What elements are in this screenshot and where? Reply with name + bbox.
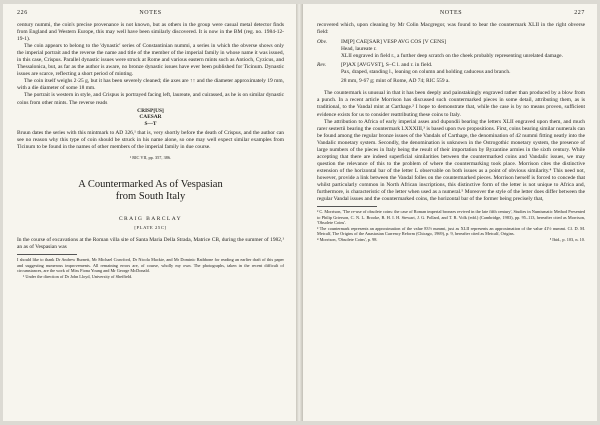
paragraph: The portrait is western in style, and Crispus is portrayed facing left, laureate, and cuirassed, as he is on similar dynastic coins from other mints. The reverse reads xyxy=(17,92,284,106)
legend-line: S—T xyxy=(144,120,157,127)
legend-line: CAESAR xyxy=(139,114,162,121)
paragraph: The coin itself weighs 2·25 g, but it has been severely cleaned; die axes are ↑↑ and the diameter approximately 19 mm, with a die diameter of some 18 mm. xyxy=(17,78,284,92)
footnote: ¹ Under the direction of Dr John Lloyd, University of Sheffield. xyxy=(23,273,133,279)
reverse-label: Rev. xyxy=(317,62,327,69)
book-gutter xyxy=(296,4,303,421)
obverse-label: Obv. xyxy=(317,39,328,46)
footnote-rule xyxy=(317,206,377,207)
obverse-description xyxy=(317,39,585,60)
footnote: ¹ RIC VII, pp. 357, 386. xyxy=(129,155,172,161)
right-page xyxy=(303,4,597,421)
obverse-body xyxy=(341,39,585,60)
legend-line: CRISP[US] xyxy=(137,107,164,114)
page-number: 227 xyxy=(574,10,585,16)
footnote: ³ The countermark represents an approximation of the value 83½ nummi, just as XLII represents an approximation of the value 41½ nummi. Cf. D. M. Metcalf, The Origins of the Anastasian Currency Reform (Chicago, 1969), p. 9, hereafter cited as Metcalf, Origins. xyxy=(317,225,585,237)
right-running-head xyxy=(317,10,585,19)
paragraph: century nummi, the coin's precise provenance is not known, but as others in the group were casual metal detector finds from England and Western Europe, this may well have been similarly discovered. It is now in the BM (reg. no. 1984-12-19-1). xyxy=(17,22,284,43)
reverse-body xyxy=(341,62,585,85)
reverse-legend: [P]AX [AVGVST], S–C l. and r. in field. xyxy=(341,62,433,69)
running-head-title: NOTES xyxy=(139,10,162,16)
footnote: ⁵ Ibid., p. 103, n. 10. xyxy=(549,236,585,242)
paragraph: recovered which, upon cleaning by Mr Colin Macgregor, was found to bear the countermark XLII in the right obverse field: xyxy=(317,22,585,36)
article-title xyxy=(17,179,284,204)
paragraph: The attribution to Africa of early imperial asses and dupondii bearing the letters XLII engraved upon them, and much rarer sestertii bearing the countermark LXXXIII,³ is based upon two propositions. First, coins bearing similar numerals can be found among the regular bronze issues of the Vandals of Carthage, the denomination of 42 nummi fitting neatly into the Vandalic monetary system. Secondly, the denomination is unknown in the Ostrogothic monetary system, the presence of large numbers of the pieces in Italy being the result of their importation by Byzantine armies in the sixth century. While accepting that there are indeed superficial similarities between the countermarked coins and Vandalic issues, we may question the relevance of this to the problem of where the countermarking took place. Morrison cites the distinctive extension of the horizontal bar of the letter L observable on both issues as a point of obvious similarity.⁴ This need not, however, provide a link between the Vandal folles on the countermarked pieces. Morrison herself is forced to concede that whilst particularly common in North African inscriptions, this distinctive form of the letter is not unique to Africa and, furthermore, is characteristic of the letter when used as a numeral.⁵ Moreover the style of the letter does differ between the regular Vandal issues and the countermarked coins, the horizontal bar of the former being precisely that, xyxy=(317,118,585,203)
footnote: ⁴ Morrison, 'Obsolete Coins', p. 98. xyxy=(317,236,378,242)
reverse-description xyxy=(317,62,585,85)
paragraph: Bruun dates the series with this mintmark to AD 326,¹ that is, very shortly before the death of Crispus, and the author can see no reason why this type of coin should be struck in his name alone, so one may well expect similar examples from Ticinum to be found in the names of other members of the imperial family in due course. xyxy=(17,130,284,151)
paragraph: In the course of excavations at the Roman villa site of Santa Maria Della Strada, Matrice CB, during the summer of 1982,¹ an as of Vespasian was xyxy=(17,236,284,251)
left-page xyxy=(3,4,296,421)
left-page-content xyxy=(17,22,284,279)
obverse-legend: IM[P] CAE[SAR] VESP AVG COS [V CENS] xyxy=(341,39,447,46)
right-page-content xyxy=(317,22,585,242)
acknowledgement-note: I should like to thank Dr Andrew Burnett, Mr Michael Crawford, Dr Nicola Mackie, and Mr Dominic Rathbone for reading an earlier draft of this paper and suggesting numerous improvements. All remaining errors are, of course, wholly my own. The photographs, taken in the recent difficult of circumstances, are the work of Miss Fiona Young and Mr George McDonald. xyxy=(17,257,284,274)
description-line: Head, laureate r. xyxy=(341,46,377,53)
plate-reference: [PLATE 25C] xyxy=(134,224,167,230)
paragraph: The countermark is unusual in that it has been deeply and painstakingly engraved rather than produced by a blow from a punch. In a recent article Morrison has discussed such countermarked pieces in some detail, attributing them, as is traditional, to the Vandal mint at Carthage.² I hope to demonstrate that, while the case is by no means proven, sufficient evidence exists for us to consider reattributing these coins to Italy. xyxy=(317,90,585,118)
article-title-line: from South Italy xyxy=(115,191,186,203)
coin-measurements: 28 mm, 9·67 g; mint of Rome, AD 74; RIC 559 a. xyxy=(341,78,450,85)
description-line: XLII engraved in field r., a further deep scratch on the cheek probably representing unrelated damage. xyxy=(341,53,563,60)
page-number: 226 xyxy=(17,10,28,16)
coin-reverse-legend xyxy=(17,108,284,128)
author-name: CRAIG BARCLAY xyxy=(118,215,183,222)
article-title-line: A Countermarked As of Vespasian xyxy=(78,178,223,190)
left-running-head xyxy=(17,10,284,19)
running-head-title: NOTES xyxy=(439,10,463,16)
footnote-rule xyxy=(17,254,77,255)
paragraph: The coin appears to belong to the 'dynastic' series of Constantinian nummi, a series in which the obverse shows only the imperial portrait and the reverse the name and title of the member of the imperial family in whose name it was issued, in this case, Crispus. Parallel dynastic issues were struck at Rome and various eastern mints such as Antioch, Cyzicus, and Thessalonica, but, as far as the author is aware, no bronze dynastic issues have ever been published for Ticinum. Dynastic issues are scarce, reflecting a short period of minting. xyxy=(17,43,284,78)
footnote-row xyxy=(317,237,585,243)
footnote: ² C. Morrison, 'The re-use of obsolete coins: the case of Roman imperial bronzes revived in the late fifth century', Studies in Numismatic Method Presented to Philip Grierson, C. N. L. Brooke, B. H. I. H. Stewart, J. G. Pollard, and T. R. Volk (edd.) (Cambridge, 1983), pp. 95–113, hereafter cited as Morrison, 'Obsolete Coins'. xyxy=(317,209,585,226)
description-line: Pax, draped, standing l., leaning on column and holding caduceus and branch. xyxy=(341,69,511,76)
